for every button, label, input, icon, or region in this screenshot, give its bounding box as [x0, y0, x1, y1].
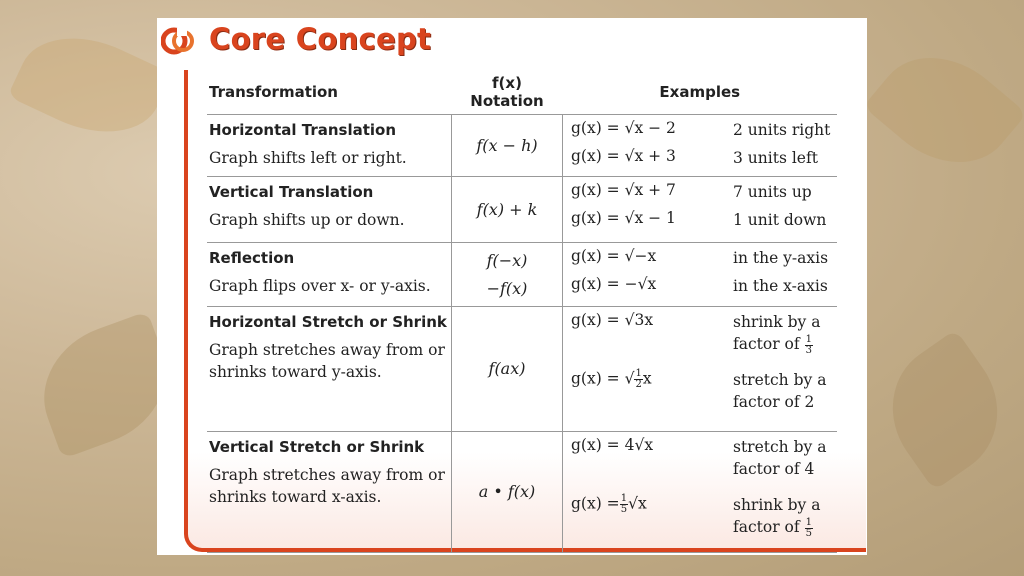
transformation-name: Horizontal Stretch or Shrink [209, 313, 447, 331]
notation-text: f(ax) [488, 359, 526, 378]
example-formula-text: g(x) = [571, 494, 620, 513]
fraction-numerator: 1 [805, 333, 812, 345]
example-formula [571, 147, 733, 175]
example-formula-tail: √x [628, 494, 647, 513]
example-line [571, 275, 837, 303]
header-examples: Examples [563, 70, 838, 115]
transformations-table [207, 70, 837, 553]
example-description-text: 2 units right [733, 121, 831, 139]
example-formula-tail: x [642, 369, 652, 388]
notation-cell [452, 243, 563, 307]
table-row [207, 432, 837, 553]
example-formula-text: g(x) = √x − 1 [571, 209, 676, 227]
example-formula-text: g(x) = √−x [571, 247, 657, 265]
formula-fraction [634, 369, 642, 390]
header-notation: f(x) Notation [452, 70, 563, 115]
example-line [571, 436, 837, 494]
example-formula-text: g(x) = 4√x [571, 436, 654, 454]
example-formula [571, 436, 733, 494]
example-line [571, 369, 837, 427]
example-description [733, 147, 837, 175]
examples-cell [563, 307, 838, 432]
notation-cell [452, 432, 563, 553]
example-description [733, 494, 837, 552]
header-transformation: Transformation [207, 70, 452, 115]
example-formula [571, 311, 733, 369]
example-description-text: in the y-axis [733, 249, 829, 267]
fraction-denominator: 5 [805, 527, 812, 539]
background-leaf [863, 30, 1024, 190]
example-formula [571, 275, 733, 303]
fraction-numerator: 1 [635, 368, 642, 379]
transformation-name: Horizontal Translation [209, 121, 397, 139]
example-description [733, 369, 837, 427]
example-formula-text: g(x) = √x − 2 [571, 119, 676, 137]
example-description [733, 247, 837, 275]
transformation-description: Graph flips over x- or y-axis. [209, 277, 431, 295]
notation-text: f(x − h) [476, 135, 538, 155]
example-description-text: shrink by a factor of [733, 496, 821, 536]
example-line [571, 119, 837, 147]
transformation-name: Vertical Translation [209, 183, 374, 201]
example-line [571, 311, 837, 369]
example-description-text: stretch by a factor of 2 [733, 371, 827, 411]
example-description-text: 1 unit down [733, 211, 827, 229]
page-title: Core Concept [209, 22, 432, 56]
fraction-numerator: 1 [805, 516, 812, 528]
table-row [207, 177, 837, 243]
examples-cell [563, 432, 838, 553]
example-formula-text: g(x) = √3x [571, 311, 654, 329]
table-row [207, 307, 837, 432]
notation-text: f(−x) [486, 250, 528, 270]
notation-cell [452, 177, 563, 243]
transformation-cell [207, 177, 452, 243]
example-line [571, 247, 837, 275]
core-concept-card [157, 18, 867, 555]
example-description-text: in the x-axis [733, 277, 828, 295]
example-formula-text: g(x) = √x + 3 [571, 147, 676, 165]
formula-fraction [620, 494, 628, 515]
example-line [571, 494, 837, 552]
core-concept-logo-icon [161, 24, 195, 58]
transformation-description: Graph shifts up or down. [209, 211, 405, 229]
table-header-row [207, 70, 837, 115]
background-leaf [866, 329, 1024, 490]
example-formula [571, 181, 733, 209]
transformation-description: Graph shifts left or right. [209, 149, 407, 167]
example-formula-text: g(x) = √x + 7 [571, 181, 676, 199]
factor-fraction [805, 518, 813, 539]
transformation-description: Graph stretches away from or shrinks toward x-axis. [209, 466, 445, 506]
background-leaf [8, 15, 173, 156]
transformation-cell [207, 432, 452, 553]
example-description-text: 3 units left [733, 149, 818, 167]
transformation-name: Reflection [209, 249, 295, 267]
table-row [207, 243, 837, 307]
fraction-denominator: 2 [635, 379, 642, 390]
transformation-cell [207, 243, 452, 307]
fraction-numerator: 1 [620, 493, 628, 504]
notation-text: a • f(x) [478, 482, 536, 501]
factor-fraction [805, 335, 813, 356]
example-formula [571, 369, 733, 427]
example-formula [571, 119, 733, 147]
example-formula [571, 209, 733, 237]
example-description-text: 7 units up [733, 183, 812, 201]
example-formula-text: g(x) = −√x [571, 275, 657, 293]
example-line [571, 181, 837, 209]
example-description [733, 209, 837, 237]
transformation-name: Vertical Stretch or Shrink [209, 438, 425, 456]
example-description-text: stretch by a factor of 4 [733, 438, 827, 478]
notation-text: −f(x) [486, 278, 528, 298]
notation-text: f(x) + k [476, 199, 538, 219]
notation-cell [452, 307, 563, 432]
examples-cell [563, 243, 838, 307]
transformation-description: Graph stretches away from or shrinks toward y-axis. [209, 341, 445, 381]
notation-cell [452, 115, 563, 177]
example-line [571, 209, 837, 237]
example-description [733, 181, 837, 209]
examples-cell [563, 115, 838, 177]
examples-cell [563, 177, 838, 243]
example-description [733, 436, 837, 494]
example-description [733, 275, 837, 303]
fraction-denominator: 3 [805, 344, 812, 356]
table-row [207, 115, 837, 177]
example-description-text: shrink by a factor of [733, 313, 821, 353]
example-formula-text: g(x) = √ [571, 369, 635, 388]
example-description [733, 311, 837, 369]
transformation-cell [207, 115, 452, 177]
fraction-denominator: 5 [620, 504, 628, 515]
example-line [571, 147, 837, 175]
example-formula [571, 247, 733, 275]
transformation-cell [207, 307, 452, 432]
example-formula [571, 494, 733, 552]
example-description [733, 119, 837, 147]
